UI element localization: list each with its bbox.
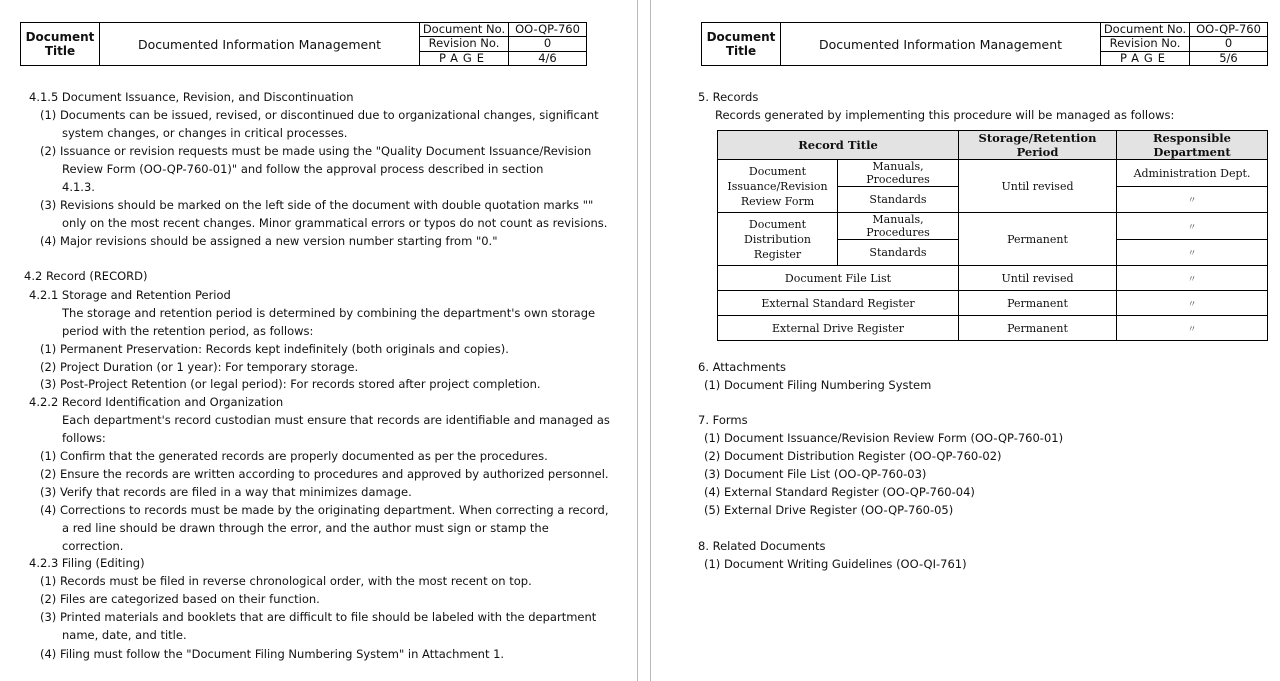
page-number: 5/6 [1219, 50, 1238, 65]
record-title: Document Issuance/Revision Review Form [718, 160, 838, 213]
list-item: (3) Verify that records are filed in a way that minimizes damage. [40, 485, 412, 499]
doc-no-label: Document No. [420, 23, 509, 36]
doc-no-label: Document No. [1101, 23, 1190, 36]
records-table [717, 130, 1268, 341]
retention-period: Permanent [959, 213, 1117, 266]
paragraph: Records generated by implementing this procedure will be managed as follows: [715, 108, 1175, 122]
section-heading: 5. Records [698, 90, 759, 104]
page-number: 4/6 [538, 50, 557, 65]
paragraph-cont: period with the retention period, as follows: [62, 324, 314, 338]
table-row [718, 266, 1268, 291]
table-row [718, 316, 1268, 341]
paragraph-cont: follows: [62, 431, 106, 445]
doc-title-label: Document Title [21, 23, 100, 65]
retention-period: Until revised [959, 160, 1117, 213]
revision-no: 0 [543, 36, 552, 51]
list-item: (1) Document Writing Guidelines (OO-QI-761) [704, 557, 967, 571]
doc-name: Documented Information Management [100, 23, 420, 65]
col-responsible-dept: Responsible Department [1117, 131, 1268, 160]
table-header-row [718, 131, 1268, 160]
record-subtype: Manuals, Procedures [838, 160, 959, 187]
list-item: (2) Document Distribution Register (OO-QP-760-02) [704, 449, 1002, 463]
list-item: (2) Files are categorized based on their function. [40, 592, 320, 606]
record-title: Document Distribution Register [718, 213, 838, 266]
doc-title-label: Document Title [702, 23, 781, 65]
list-item-cont: a red line should be drawn through the error, and the author must sign or stamp the [62, 521, 549, 535]
table-row [718, 160, 1268, 187]
paragraph: The storage and retention period is determined by combining the department's own storage [62, 306, 596, 320]
list-item-cont: Review Form (OO-QP-760-01)" and follow the approval process described in section [62, 162, 544, 176]
list-item: (3) Printed materials and booklets that are difficult to file should be labeled with the department [40, 610, 597, 624]
table-row [718, 291, 1268, 316]
retention-period: Until revised [959, 266, 1117, 291]
list-item: (1) Records must be filed in reverse chronological order, with the most recent on top. [40, 574, 532, 588]
subsection-heading: 4.2.2 Record Identification and Organization [29, 395, 284, 409]
responsible-dept: 〃 [1117, 240, 1268, 266]
responsible-dept: 〃 [1117, 266, 1268, 291]
retention-period: Permanent [959, 291, 1117, 316]
paragraph: Each department's record custodian must ensure that records are identifiable and managed as [62, 413, 610, 427]
record-title: Document File List [718, 266, 959, 291]
subsection-heading: 4.2.1 Storage and Retention Period [29, 288, 231, 302]
list-item: (1) Permanent Preservation: Records kept indefinitely (both originals and copies). [40, 342, 509, 356]
doc-name: Documented Information Management [781, 23, 1101, 65]
section-heading: 6. Attachments [698, 360, 787, 374]
record-subtype: Manuals, Procedures [838, 213, 959, 240]
page-5 [651, 0, 1280, 681]
page-header [701, 22, 1268, 66]
list-item: (3) Document File List (OO-QP-760-03) [704, 467, 927, 481]
list-item: (3) Revisions should be marked on the left side of the document with double quotation marks "" [40, 198, 594, 212]
section-heading: 7. Forms [698, 413, 748, 427]
responsible-dept: 〃 [1117, 213, 1268, 240]
list-item: (4) Filing must follow the "Document Filing Numbering System" in Attachment 1. [40, 647, 505, 661]
subsection-heading: 4.2.3 Filing (Editing) [29, 556, 145, 570]
revision-label: Revision No. [420, 37, 509, 50]
responsible-dept: 〃 [1117, 187, 1268, 213]
record-subtype: Standards [838, 187, 959, 213]
list-item: (2) Ensure the records are written according to procedures and approved by authorized personnel. [40, 467, 609, 481]
doc-meta [1101, 23, 1267, 65]
section-heading: 4.2 Record (RECORD) [24, 269, 148, 283]
doc-no: OO-QP-760 [515, 22, 580, 36]
responsible-dept: 〃 [1117, 316, 1268, 341]
page-label: PAGE [1101, 52, 1190, 65]
retention-period: Permanent [959, 316, 1117, 341]
record-title: External Drive Register [718, 316, 959, 341]
revision-no: 0 [1224, 36, 1233, 51]
list-item: (5) External Drive Register (OO-QP-760-05) [704, 503, 954, 517]
revision-label: Revision No. [1101, 37, 1190, 50]
list-item-cont: 4.1.3. [62, 180, 95, 194]
list-item: (4) Corrections to records must be made by the originating department. When correcting a record, [40, 503, 609, 517]
list-item: (1) Document Issuance/Revision Review Form (OO-QP-760-01) [704, 431, 1064, 445]
responsible-dept: 〃 [1117, 291, 1268, 316]
table-row [718, 213, 1268, 240]
list-item-cont: name, date, and title. [62, 628, 187, 642]
page-4 [0, 0, 637, 681]
col-retention-period: Storage/Retention Period [959, 131, 1117, 160]
list-item: (1) Documents can be issued, revised, or discontinued due to organizational changes, significant [40, 108, 599, 122]
section-heading: 8. Related Documents [698, 539, 826, 553]
list-item: (4) Major revisions should be assigned a new version number starting from "0." [40, 234, 498, 248]
doc-no: OO-QP-760 [1196, 22, 1261, 36]
record-title: External Standard Register [718, 291, 959, 316]
list-item: (3) Post-Project Retention (or legal period): For records stored after project completion. [40, 377, 541, 391]
responsible-dept: Administration Dept. [1117, 160, 1268, 187]
page-gutter [637, 0, 651, 681]
list-item: (2) Issuance or revision requests must be made using the "Quality Document Issuance/Revision [40, 144, 592, 158]
page-label: PAGE [420, 52, 509, 65]
list-item: (2) Project Duration (or 1 year): For temporary storage. [40, 360, 359, 374]
section-heading: 4.1.5 Document Issuance, Revision, and Discontinuation [29, 90, 354, 104]
list-item: (1) Confirm that the generated records are properly documented as per the procedures. [40, 449, 548, 463]
list-item-cont: correction. [62, 539, 124, 553]
page-header [20, 22, 587, 66]
record-subtype: Standards [838, 240, 959, 266]
doc-meta [420, 23, 586, 65]
col-record-title: Record Title [718, 131, 959, 160]
list-item-cont: system changes, or changes in critical processes. [62, 126, 348, 140]
list-item-cont: only on the most recent changes. Minor grammatical errors or typos do not count as revisions. [62, 216, 608, 230]
list-item: (4) External Standard Register (OO-QP-760-04) [704, 485, 975, 499]
list-item: (1) Document Filing Numbering System [704, 378, 932, 392]
